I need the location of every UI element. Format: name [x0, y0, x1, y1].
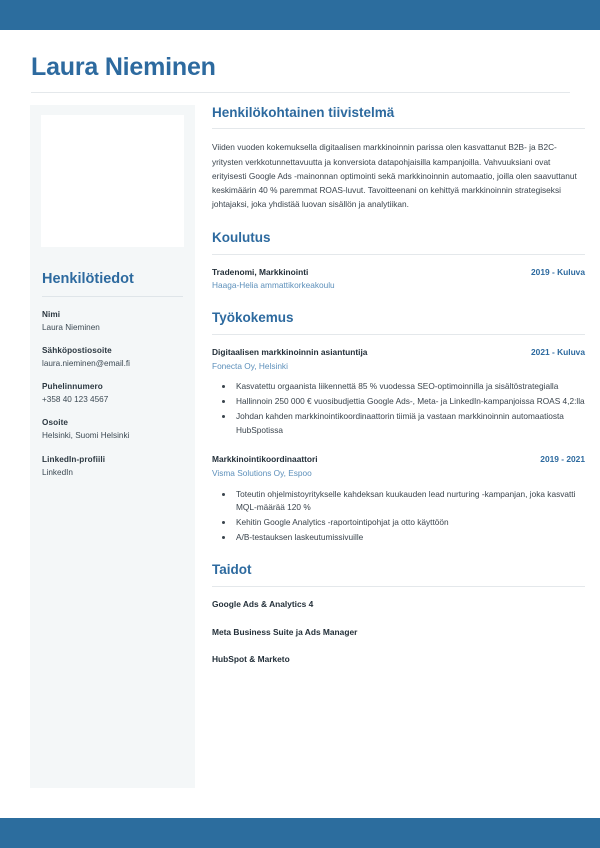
entry-title: Digitaalisen markkinoinnin asiantuntija — [212, 346, 368, 357]
detail-value: Helsinki, Suomi Helsinki — [42, 431, 130, 441]
entry-header — [212, 266, 585, 279]
bullet-item: • Toteutin ohjelmistoyritykselle kahdeksan kuukauden lead nurturing -kampanjan, joka kasvatti MQL-määrää 120 % — [234, 488, 585, 515]
entry-organization: Visma Solutions Oy, Espoo — [212, 467, 312, 478]
resume-page — [0, 30, 600, 818]
section-heading-summary: Henkilökohtainen tiivistelmä — [212, 104, 395, 120]
entry-organization: Fonecta Oy, Helsinki — [212, 360, 288, 371]
section-divider — [212, 128, 585, 129]
detail-label: LinkedIn-profiili — [42, 454, 106, 464]
detail-email — [42, 345, 183, 370]
section-summary — [212, 105, 585, 212]
bullet-item: • A/B-testauksen laskeutumissivuille — [234, 531, 585, 544]
entry-title: Tradenomi, Markkinointi — [212, 266, 309, 277]
section-divider — [212, 334, 585, 335]
detail-name — [42, 309, 183, 334]
sidebar — [30, 105, 195, 788]
experience-entry — [212, 346, 585, 437]
main-content — [212, 105, 585, 685]
skill-item: HubSpot & Marketo — [212, 654, 290, 665]
education-entry — [212, 266, 585, 292]
top-accent-bar — [0, 0, 600, 30]
section-skills — [212, 562, 585, 666]
detail-value[interactable]: laura.nieminen@email.fi — [42, 358, 130, 368]
personal-details-block — [30, 271, 195, 479]
skill-item: Meta Business Suite ja Ads Manager — [212, 626, 358, 637]
entry-title: Markkinointikoordinaattori — [212, 454, 318, 465]
section-divider — [212, 254, 585, 255]
entry-dates: 2019 - Kuluva — [531, 266, 585, 277]
detail-label: Sähköpostiosoite — [42, 346, 112, 356]
detail-value: +358 40 123 4567 — [42, 395, 109, 405]
detail-linkedin — [42, 454, 183, 479]
section-heading-education: Koulutus — [212, 229, 271, 245]
detail-label: Nimi — [42, 309, 61, 319]
resume-body — [0, 93, 600, 788]
sidebar-heading-divider — [42, 296, 183, 297]
entry-organization: Haaga-Helia ammattikorkeakoulu — [212, 280, 335, 291]
entry-bullet-list — [212, 488, 585, 545]
detail-address — [42, 417, 183, 442]
sidebar-heading-personal-details: Henkilötiedot — [42, 270, 134, 287]
summary-text: Viiden vuoden kokemuksella digitaalisen markkinoinnin parissa olen kasvattanut B2B- ja B2C-yritysten verkkotunnettavuutta ja konversiota datapohjaisilla kampanjoilla. Vahvuuksiani ovat erityisesti Google Ads -mainonnan optimointi sekä markkinoinnin automaatio, joilla olen saavuttanut keskimäärin 40 % paremmat ROAS-luvut. Tavoitteenani on kehittyä markkinoinnin strategiseksi johtajaksi, joka yhdistää luovan sisällön ja analytiikan. — [212, 142, 577, 210]
skill-item: Google Ads & Analytics 4 — [212, 599, 314, 610]
section-heading-skills: Taidot — [212, 562, 252, 578]
entry-header — [212, 346, 585, 359]
name-header — [0, 30, 600, 93]
section-experience — [212, 310, 585, 544]
bullet-item: • Johdan kahden markkinointikoordinaattorin tiimiä ja vastaan markkinoinnin automaatiosta HubSpotissa — [234, 410, 585, 437]
detail-label: Osoite — [42, 418, 69, 428]
experience-entry — [212, 453, 585, 544]
section-divider — [212, 586, 585, 587]
entry-dates: 2019 - 2021 — [540, 454, 585, 465]
detail-phone — [42, 381, 183, 406]
section-education — [212, 230, 585, 292]
bottom-accent-bar — [0, 818, 600, 848]
profile-photo-placeholder — [41, 115, 184, 247]
section-heading-experience: Työkokemus — [212, 310, 294, 326]
entry-bullet-list — [212, 380, 585, 437]
entry-header — [212, 453, 585, 466]
detail-value[interactable]: LinkedIn — [42, 467, 73, 477]
bullet-item: • Kasvatettu orgaanista liikennettä 85 % vuodessa SEO-optimoinnilla ja sisältöstrategialla — [234, 380, 585, 393]
bullet-item: • Hallinnoin 250 000 € vuosibudjettia Google Ads-, Meta- ja LinkedIn-kampanjoissa ROAS 4,2:lla — [234, 395, 585, 408]
detail-value: Laura Nieminen — [42, 322, 100, 332]
page-title: Laura Nieminen — [31, 53, 216, 81]
detail-label: Puhelinnumero — [42, 382, 103, 392]
entry-dates: 2021 - Kuluva — [531, 346, 585, 357]
bullet-item: • Kehitin Google Analytics -raportointipohjat ja otto käyttöön — [234, 516, 585, 529]
